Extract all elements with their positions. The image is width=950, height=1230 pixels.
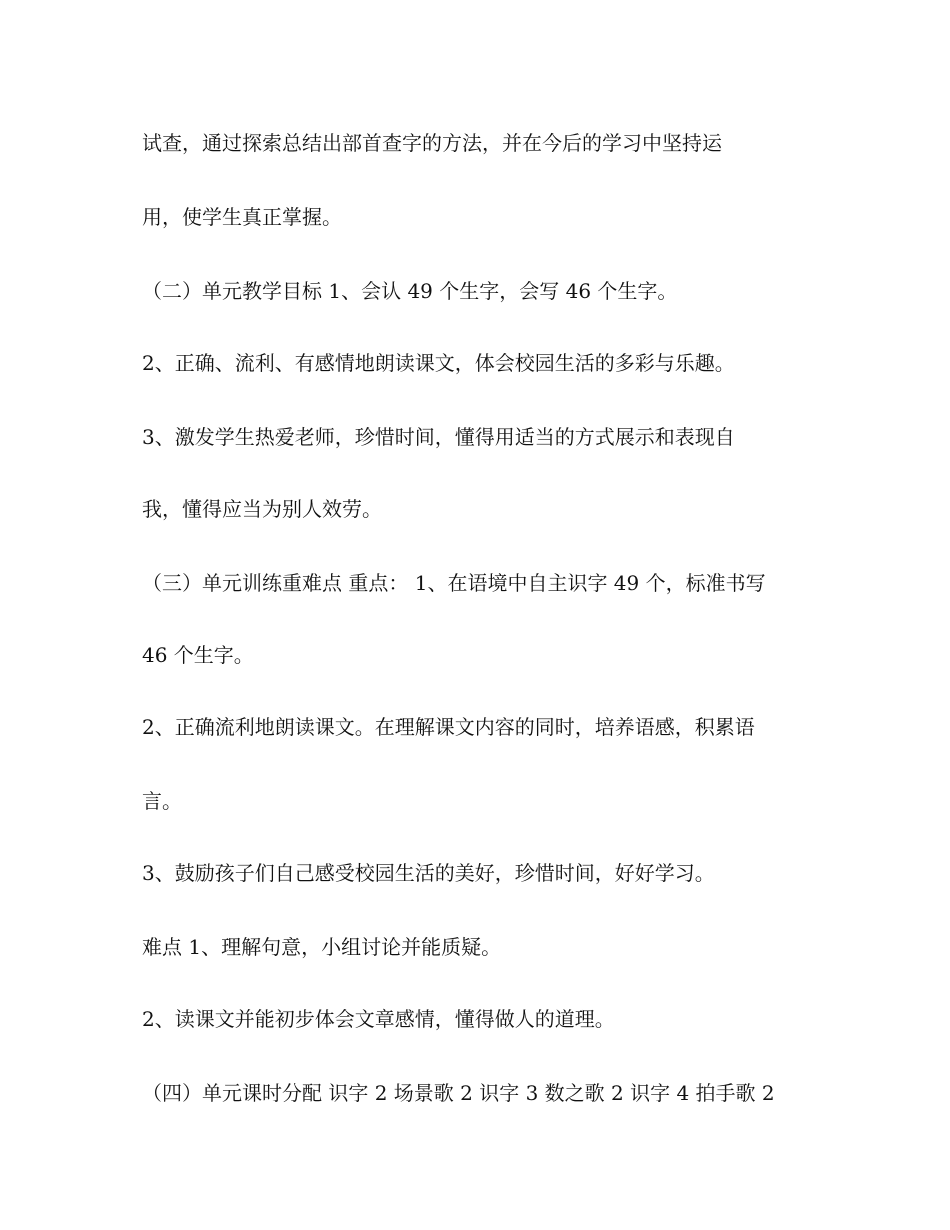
paragraph-line-8: 46 个生字。 bbox=[142, 643, 254, 667]
paragraph-line-7: （三）单元训练重难点 重点： 1、在语境中自主识字 49 个，标准书写 bbox=[142, 571, 766, 595]
paragraph-line-14: （四）单元课时分配 识字 2 场景歌 2 识字 3 数之歌 2 识字 4 拍手歌 2 bbox=[142, 1081, 775, 1105]
paragraph-line-4: 2、正确、流利、有感情地朗读课文，体会校园生活的多彩与乐趣。 bbox=[142, 351, 735, 375]
paragraph-line-9: 2、正确流利地朗读课文。在理解课文内容的同时，培养语感，积累语 bbox=[142, 715, 755, 739]
paragraph-line-2: 用，使学生真正掌握。 bbox=[142, 205, 342, 229]
paragraph-line-10: 言。 bbox=[142, 789, 182, 813]
paragraph-line-11: 3、鼓励孩子们自己感受校园生活的美好，珍惜时间，好好学习。 bbox=[142, 861, 715, 885]
paragraph-line-12: 难点 1、理解句意，小组讨论并能质疑。 bbox=[142, 935, 502, 959]
paragraph-line-1: 试查，通过探索总结出部首查字的方法，并在今后的学习中坚持运 bbox=[142, 131, 722, 155]
paragraph-line-6: 我，懂得应当为别人效劳。 bbox=[142, 497, 382, 521]
paragraph-line-13: 2、读课文并能初步体会文章感情，懂得做人的道理。 bbox=[142, 1007, 615, 1031]
paragraph-line-5: 3、激发学生热爱老师，珍惜时间，懂得用适当的方式展示和表现自 bbox=[142, 425, 735, 449]
paragraph-line-3: （二）单元教学目标 1、会认 49 个生字，会写 46 个生字。 bbox=[142, 279, 678, 303]
